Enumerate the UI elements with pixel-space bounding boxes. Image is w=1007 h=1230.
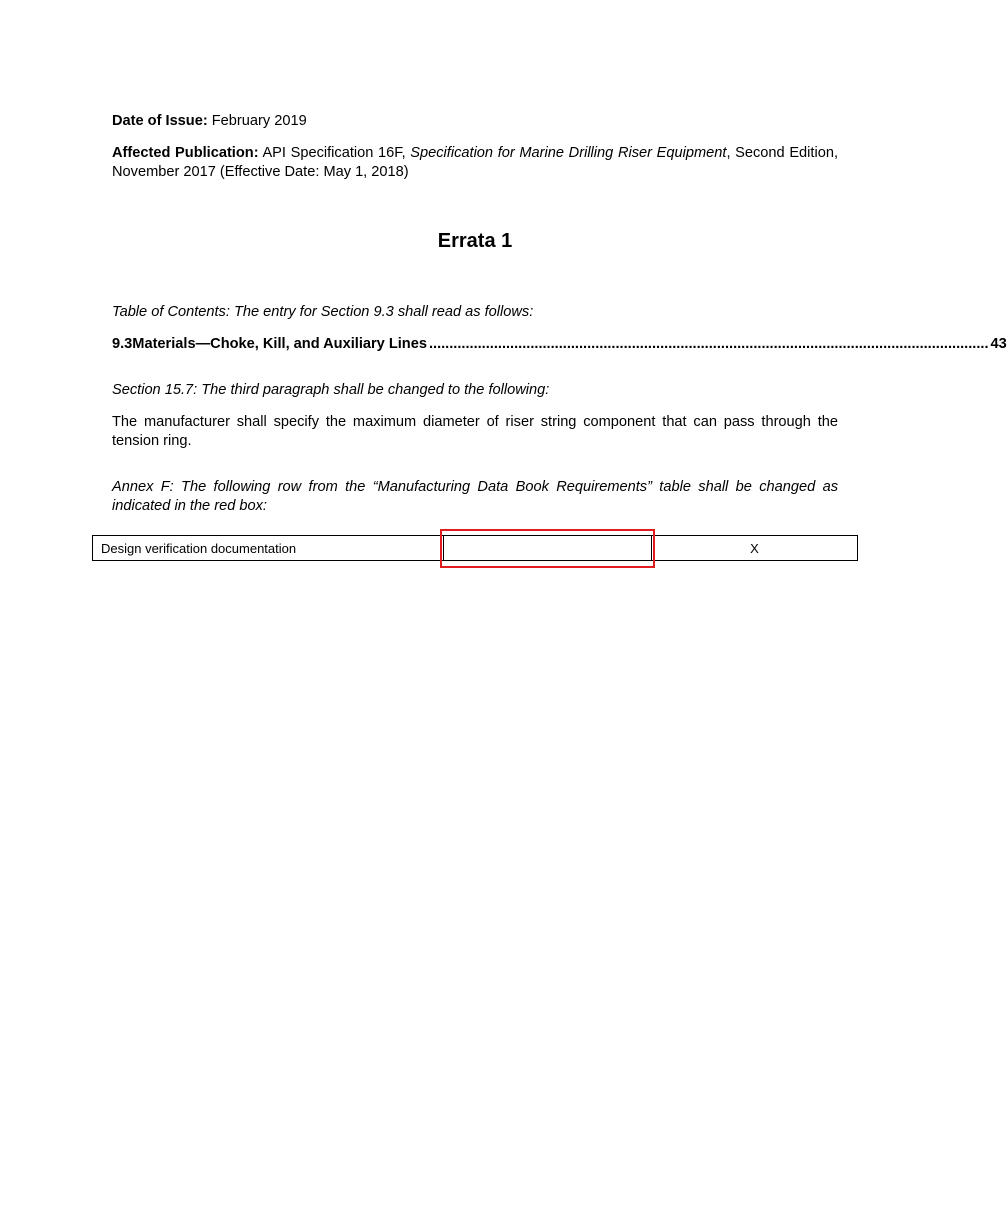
date-label: Date of Issue: xyxy=(112,113,208,129)
toc-entry-leader: .......................................................................................................................................... xyxy=(428,336,989,352)
affected-title: Specification for Marine Drilling Riser Equipment xyxy=(410,145,727,161)
toc-note: Table of Contents: The entry for Section 9.3 shall read as follows: xyxy=(112,304,534,320)
page-title: Errata 1 xyxy=(437,230,513,252)
section-note: Section 15.7: The third paragraph shall be changed to the following: xyxy=(112,382,550,398)
affected-publication xyxy=(112,144,838,181)
toc-entry-page: 43 xyxy=(990,336,1007,352)
annex-note: Annex F: The following row from the “Manufacturing Data Book Requirements” table shall be changed as indicated in the red box: xyxy=(112,479,838,514)
table-cell-requirement: Design verification documentation xyxy=(93,536,444,561)
date-of-issue xyxy=(112,112,838,131)
affected-label: Affected Publication: xyxy=(112,145,259,161)
red-highlight-box xyxy=(440,529,655,568)
toc-entry-number: 9.3 xyxy=(112,336,133,352)
affected-pre: API Specification 16F, xyxy=(262,145,406,161)
date-value: February 2019 xyxy=(211,113,307,129)
affected-post: , Second Edition, November 2017 (Effective Date: May 1, 2018) xyxy=(112,145,838,180)
table-cell-mark: X xyxy=(652,536,858,561)
toc-entry-label: Materials—Choke, Kill, and Auxiliary Lines xyxy=(132,336,427,352)
section-body: The manufacturer shall specify the maximum diameter of riser string component that can pass through the tension ring. xyxy=(112,414,838,449)
toc-entry xyxy=(112,335,1007,354)
